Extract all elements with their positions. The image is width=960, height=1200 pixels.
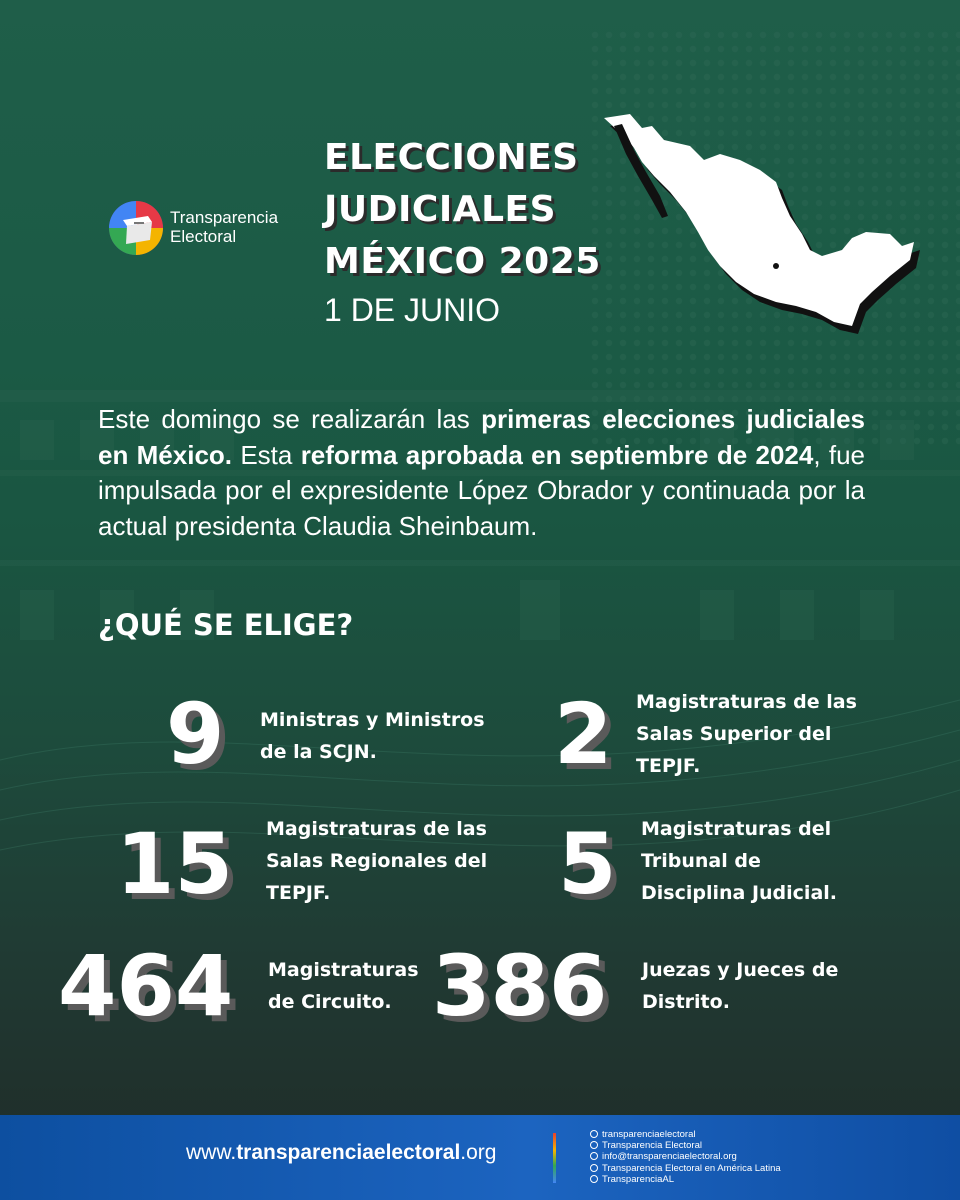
intro-bold-2: reforma aprobada en septiembre de 2024: [300, 439, 814, 470]
social-link-twitter[interactable]: [590, 1174, 781, 1185]
stat-number-salas-superior: 2: [554, 685, 613, 783]
stat-label-line: Distrito.: [642, 991, 730, 1013]
stat-label-salas-superior: [636, 686, 857, 782]
color-divider: [553, 1133, 556, 1183]
website-prefix: www.: [186, 1141, 237, 1164]
logo-name-line2: Electoral: [170, 227, 237, 246]
social-link-facebook[interactable]: [590, 1163, 781, 1174]
intro-bold-1: primeras elecciones judiciales en México.: [98, 404, 865, 470]
stat-label-circuito: [268, 954, 419, 1018]
stat-label-line: Tribunal de: [641, 850, 761, 872]
social-link-instagram[interactable]: [590, 1129, 781, 1140]
stat-label-line: Magistraturas: [268, 959, 419, 981]
stat-label-ministros: [260, 704, 485, 768]
social-text: info@transparenciaelectoral.org: [602, 1151, 737, 1163]
stat-label-line: TEPJF.: [636, 755, 701, 777]
social-link-email[interactable]: [590, 1151, 781, 1162]
stat-label-line: Magistraturas de las: [636, 691, 857, 713]
logo-name-line1: Transparencia: [170, 208, 279, 227]
social-text: transparenciaelectoral: [602, 1129, 696, 1140]
stat-label-disciplina: [641, 813, 837, 909]
stat-label-line: Ministras y Ministros: [260, 709, 485, 731]
twitter-icon: [590, 1175, 598, 1183]
website-domain: transparenciaelectoral: [236, 1141, 461, 1164]
mexico-map-icon: [590, 100, 930, 340]
intro-text-1: Este domingo se realizarán las: [98, 404, 482, 434]
website-suffix: .org: [460, 1141, 497, 1164]
election-date: 1 DE JUNIO: [324, 292, 501, 328]
intro-text-3: , fue impulsada por el expresidente López Obrador y continuada por la actual presidenta Claudia Sheinbaum.: [98, 439, 866, 541]
intro-text-2: Esta: [232, 439, 301, 470]
stat-label-line: Salas Regionales del: [266, 850, 488, 872]
stat-label-line: Salas Superior del: [636, 723, 832, 745]
website-link[interactable]: [186, 1141, 496, 1165]
logo-wordmark: [170, 208, 278, 246]
stat-number-distrito: 386: [432, 937, 608, 1035]
title-block: [324, 132, 601, 332]
footer-bar: [0, 1115, 960, 1200]
ballot-box-logo-icon: [108, 200, 164, 256]
title-line-3: MÉXICO 2025: [324, 241, 601, 282]
transparencia-electoral-logo: [108, 200, 298, 260]
email-icon: [590, 1152, 598, 1160]
stat-label-line: de la SCJN.: [260, 741, 377, 763]
social-links: [590, 1129, 781, 1185]
stat-label-salas-regionales: [266, 813, 487, 909]
social-text: TransparenciaAL: [602, 1173, 674, 1185]
facebook-icon: [590, 1164, 598, 1172]
stat-label-line: de Circuito.: [268, 991, 392, 1013]
stat-label-line: TEPJF.: [266, 882, 331, 904]
youtube-icon: [590, 1141, 598, 1149]
social-text: Transparencia Electoral en América Latina: [602, 1162, 781, 1174]
social-text: Transparencia Electoral: [602, 1140, 702, 1152]
social-link-youtube[interactable]: [590, 1140, 781, 1151]
stat-label-distrito: [642, 954, 838, 1018]
stat-label-line: Disciplina Judicial.: [641, 882, 837, 904]
stat-number-circuito: 464: [58, 937, 234, 1035]
stat-label-line: Magistraturas de las: [266, 818, 487, 840]
section-title: ¿QUÉ SE ELIGE?: [98, 608, 354, 642]
stat-label-line: Juezas y Jueces de: [642, 959, 839, 981]
stat-number-salas-regionales: 15: [116, 815, 233, 913]
title-line-2: JUDICIALES: [324, 189, 557, 230]
stat-number-disciplina: 5: [558, 815, 617, 913]
instagram-icon: [590, 1130, 598, 1138]
intro-paragraph: [98, 402, 865, 544]
stat-number-ministros: 9: [166, 685, 225, 783]
stat-label-line: Magistraturas del: [641, 818, 832, 840]
title-line-1: ELECCIONES: [324, 137, 579, 178]
